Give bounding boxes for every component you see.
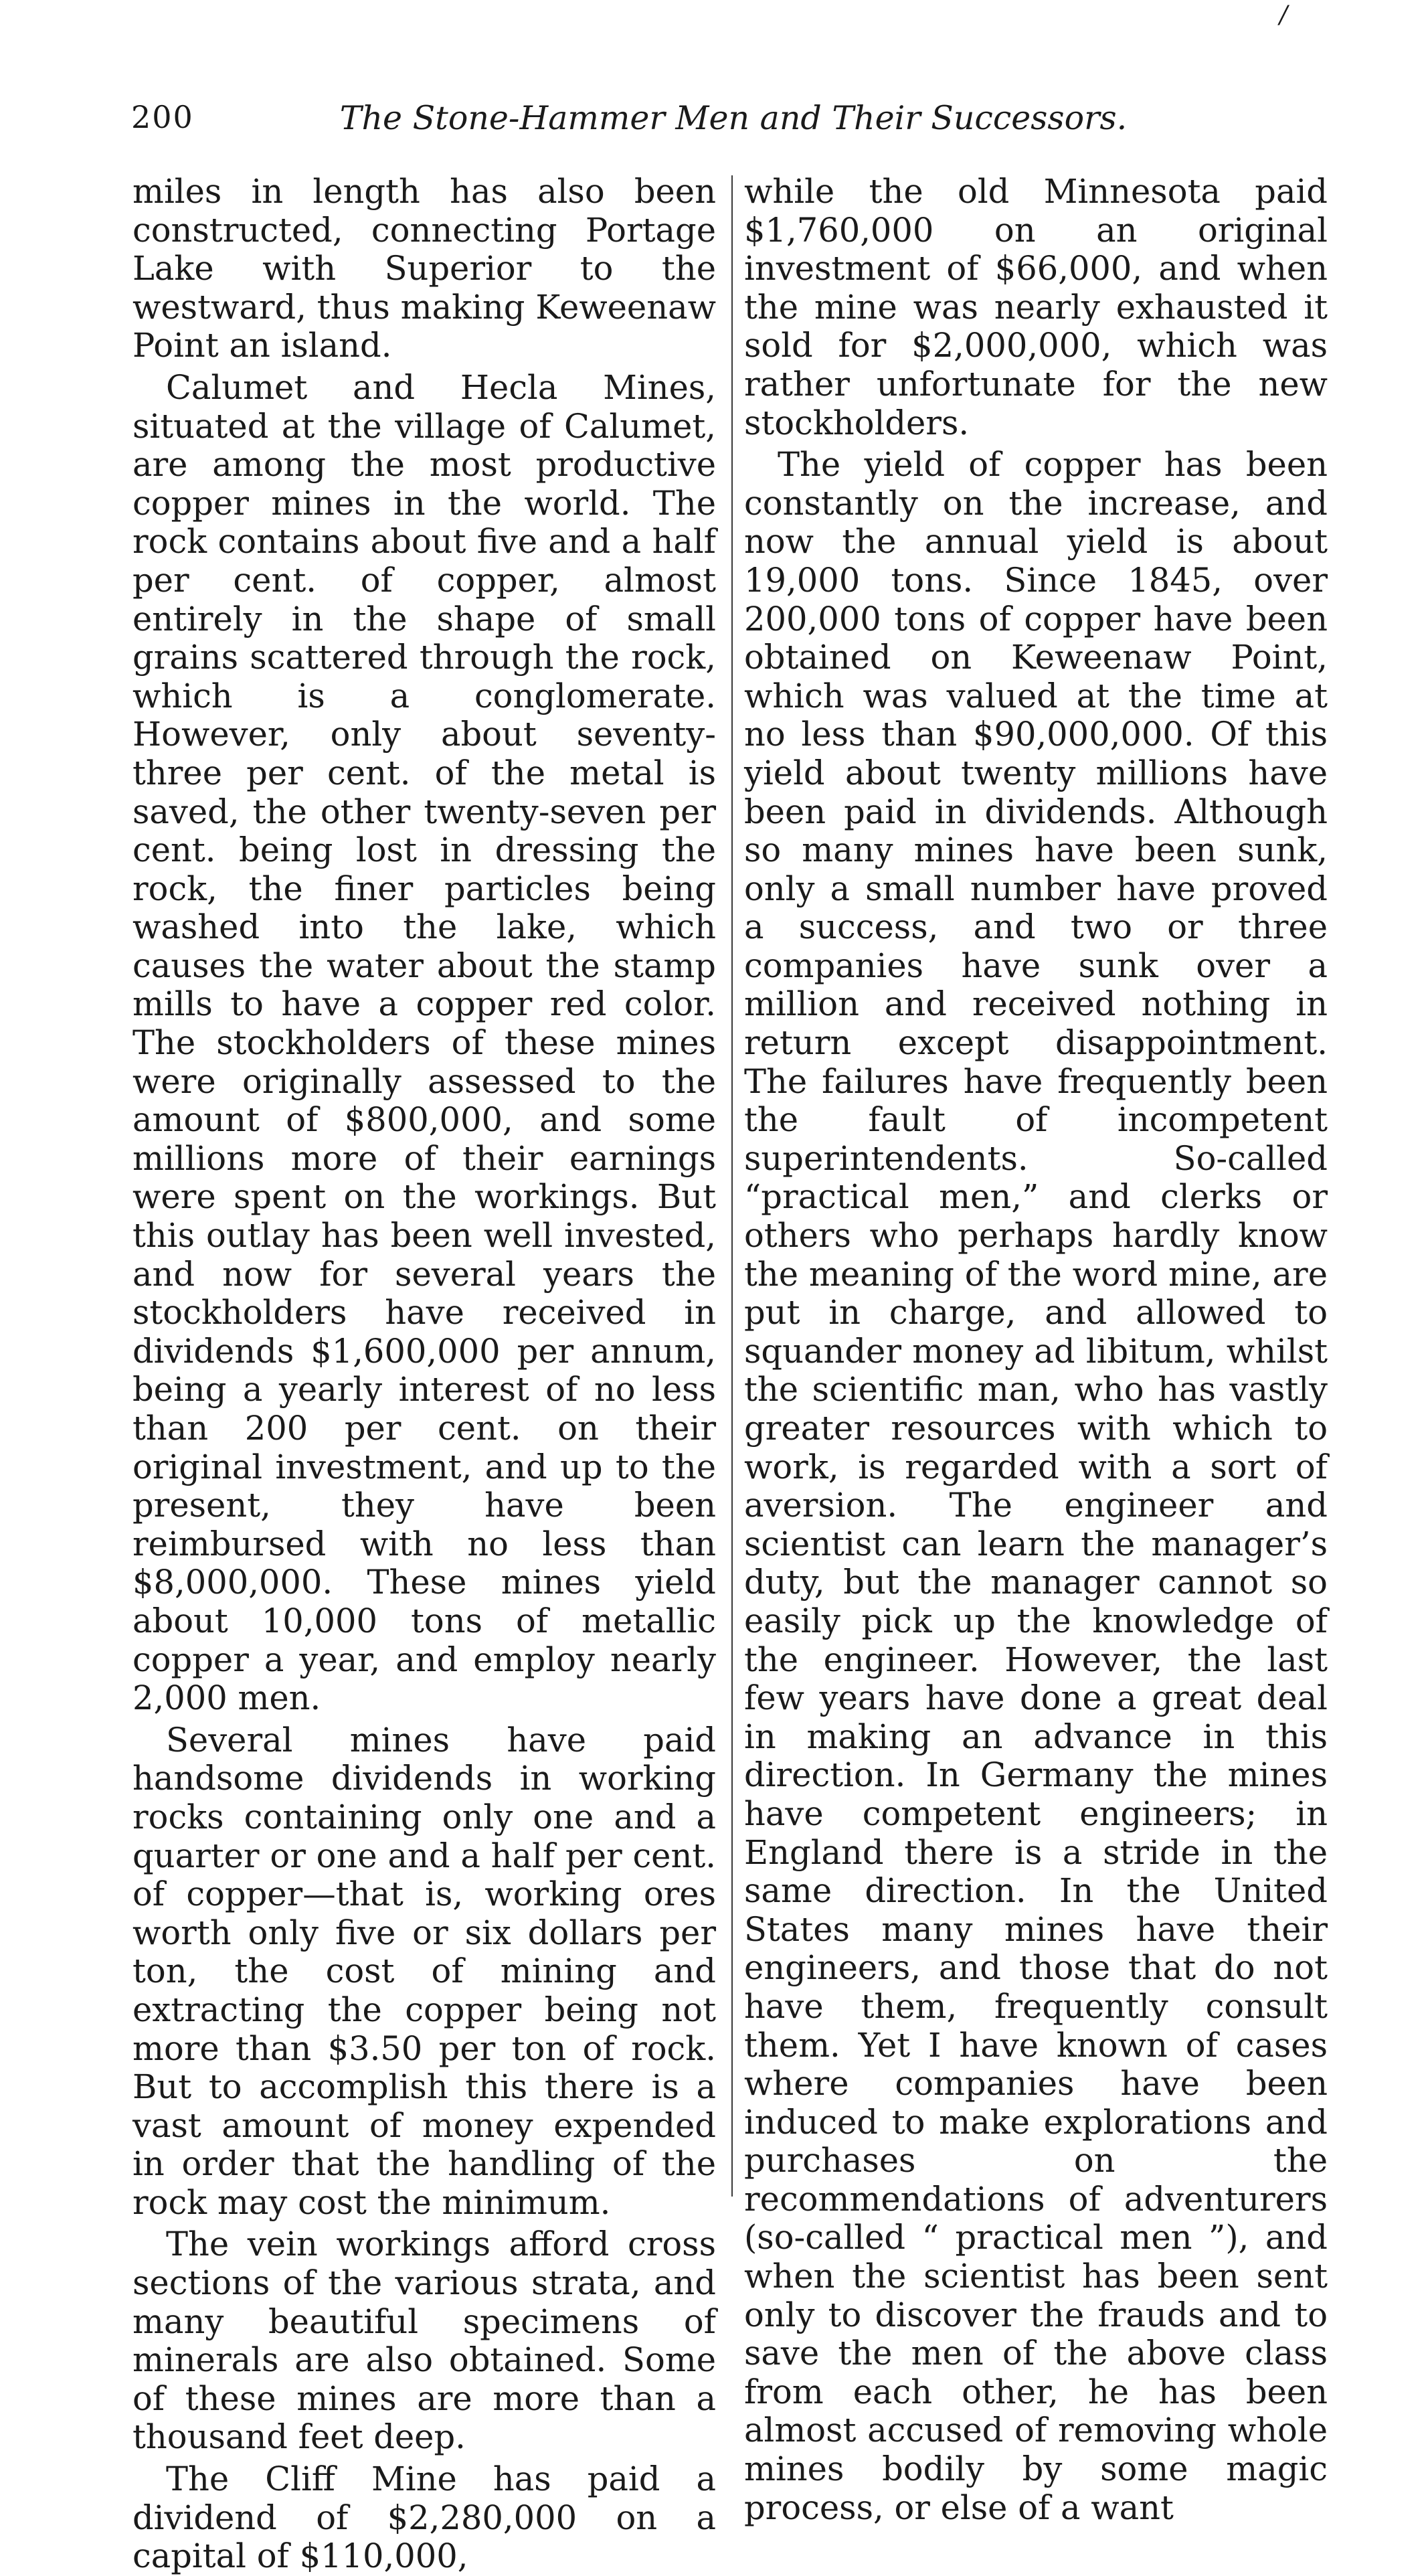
paragraph: miles in length has also been constructed, connecting Portage Lake with Superior to the westward, thus making Keweenaw Point an island. — [132, 172, 716, 365]
page-number: 200 — [131, 99, 194, 135]
paragraph: The yield of copper has been constantly on the increase, and now the annual yield is about 19,000 tons. Since 1845, over 200,000 tons of copper have been obtained on Keweenaw Point, which was valued at the time at no less than $90,000,000. Of this yield about twenty millions have been paid in dividends. Although so many mines have been sunk, only a small number have proved a success, and two or three companies have sunk over a million and received nothing in return except disappointment. The failures have frequently been the fault of incompetent superintendents. So-called “practical men,” and clerks or others who perhaps hardly know the meaning of the word mine, are put in charge, and allowed to squander money ad libitum, whilst the scientific man, who has vastly greater resources with which to work, is regarded with a sort of aversion. The engineer and scientist can learn the manager’s duty, but the manager cannot so easily pick up the knowledge of the engineer. However, the last few years have done a great deal in making an advance in this direction. In Germany the mines have competent engineers; in England there is a stride in the same direction. In the United States many mines have their engineers, and those that do not have them, frequently consult them. Yet I have known of cases where companies have been induced to make explorations and purchases on the recommendations of adventurers (so-called “ practical men ”), and when the scientist has been sent only to discover the frauds and to save the men of the above class from each other, he has been almost accused of removing whole mines bodily by some magic process, or else of a want — [744, 445, 1328, 2527]
paragraph: The vein workings afford cross sections of the various strata, and many beautiful specimens of minerals are also obtained. Some of these mines are more than a thousand feet deep. — [132, 2225, 716, 2457]
margin-mark: / — [1279, 1, 1288, 29]
paragraph: Several mines have paid handsome dividends in working rocks containing only one and a quarter or one and a half per cent. of copper—that is, working ores worth only five or six dollars per ton, the cost of mining and extracting the copper being not more than $3.50 per ton of rock. But to accomplish this there is a vast amount of money expended in order that the handling of the rock may cost the minimum. — [132, 1720, 716, 2222]
paragraph: The Cliff Mine has paid a dividend of $2,280,000 on a capital of $110,000, — [132, 2460, 716, 2576]
left-column — [132, 172, 716, 2576]
right-column — [744, 172, 1328, 2527]
paragraph: while the old Minnesota paid $1,760,000 on an original investment of $66,000, and when the mine was nearly exhausted it sold for $2,000,000, which was rather unfortunate for the new stockholders. — [744, 172, 1328, 442]
running-title: The Stone-Hammer Men and Their Successors. — [339, 99, 1128, 137]
page-header — [131, 99, 1336, 153]
column-rule — [731, 175, 733, 2197]
paragraph: Calumet and Hecla Mines, situated at the village of Calumet, are among the most productive copper mines in the world. The rock contains about five and a half per cent. of copper, almost entirely in the shape of small grains scattered through the rock, which is a conglomerate. However, only about seventy-three per cent. of the metal is saved, the other twenty-seven per cent. being lost in dressing the rock, the finer particles being washed into the lake, which causes the water about the stamp mills to have a copper red color. The stockholders of these mines were originally assessed to the amount of $800,000, and some millions more of their earnings were spent on the workings. But this outlay has been well invested, and now for several years the stockholders have received in dividends $1,600,000 per annum, being a yearly interest of no less than 200 per cent. on their original investment, and up to the present, they have been reimbursed with no less than $8,000,000. These mines yield about 10,000 tons of metallic copper a year, and employ nearly 2,000 men. — [132, 367, 716, 1718]
